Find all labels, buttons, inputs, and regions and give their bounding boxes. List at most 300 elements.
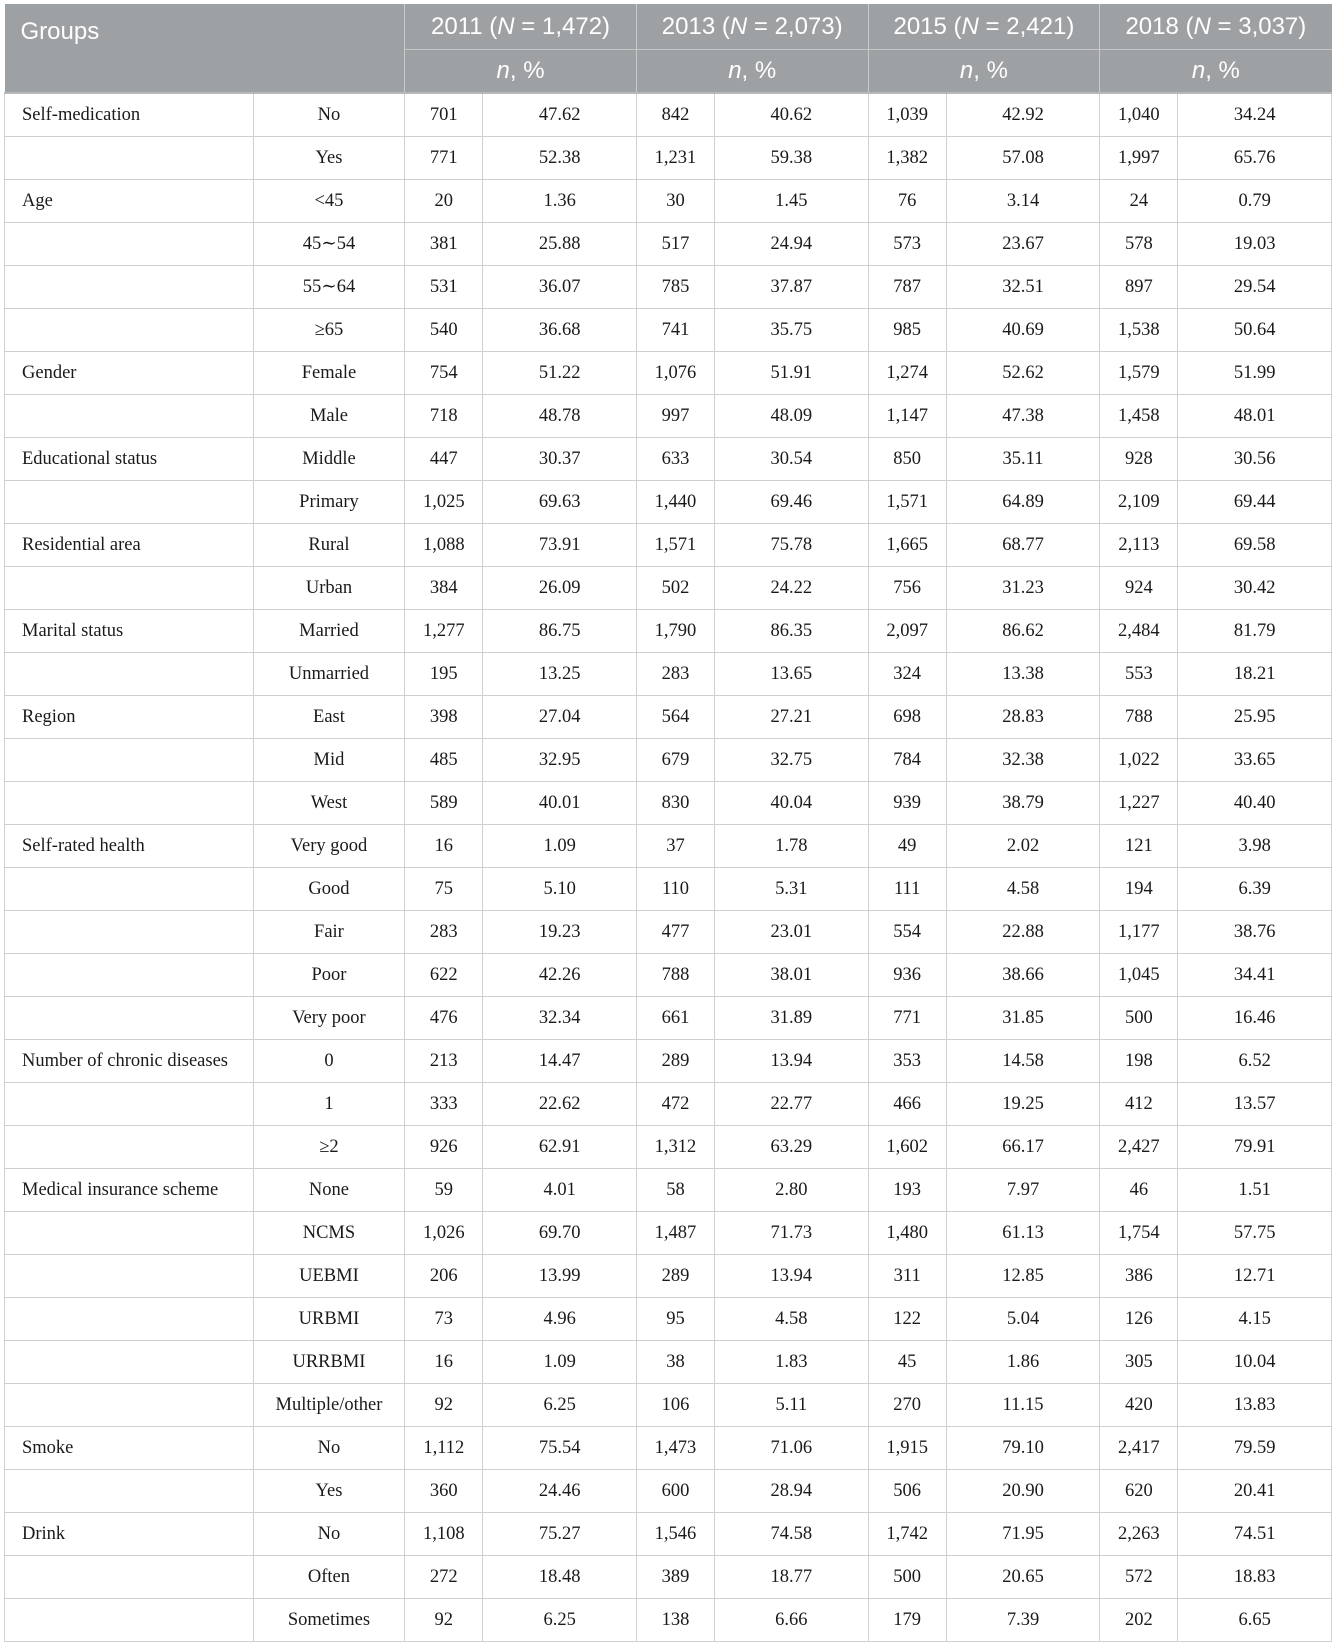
percent-cell: 34.24 bbox=[1178, 93, 1332, 137]
group-cell: Marital status bbox=[5, 610, 254, 653]
category-cell: UEBMI bbox=[253, 1255, 404, 1298]
count-cell: 198 bbox=[1100, 1040, 1178, 1083]
percent-cell: 1.09 bbox=[483, 1341, 636, 1384]
category-cell: Fair bbox=[253, 911, 404, 954]
percent-cell: 34.41 bbox=[1178, 954, 1332, 997]
percent-cell: 33.65 bbox=[1178, 739, 1332, 782]
percent-cell: 42.92 bbox=[946, 93, 1099, 137]
percent-cell: 75.54 bbox=[483, 1427, 636, 1470]
count-cell: 502 bbox=[636, 567, 714, 610]
category-cell: Primary bbox=[253, 481, 404, 524]
percent-cell: 13.57 bbox=[1178, 1083, 1332, 1126]
percent-cell: 65.76 bbox=[1178, 137, 1332, 180]
count-cell: 1,039 bbox=[868, 93, 946, 137]
percent-cell: 2.80 bbox=[715, 1169, 868, 1212]
count-cell: 1,538 bbox=[1100, 309, 1178, 352]
count-cell: 384 bbox=[405, 567, 483, 610]
percent-cell: 31.85 bbox=[946, 997, 1099, 1040]
table-row bbox=[5, 309, 1332, 352]
table-row bbox=[5, 696, 1332, 739]
count-cell: 16 bbox=[405, 1341, 483, 1384]
percent-cell: 25.88 bbox=[483, 223, 636, 266]
table-row bbox=[5, 1040, 1332, 1083]
table-row bbox=[5, 438, 1332, 481]
count-cell: 698 bbox=[868, 696, 946, 739]
percent-cell: 13.38 bbox=[946, 653, 1099, 696]
group-cell bbox=[5, 266, 254, 309]
category-cell: <45 bbox=[253, 180, 404, 223]
category-cell: Sometimes bbox=[253, 1599, 404, 1642]
table-row bbox=[5, 567, 1332, 610]
category-cell: Often bbox=[253, 1556, 404, 1599]
category-cell: Yes bbox=[253, 1470, 404, 1513]
count-cell: 95 bbox=[636, 1298, 714, 1341]
group-cell bbox=[5, 782, 254, 825]
count-cell: 305 bbox=[1100, 1341, 1178, 1384]
category-cell: URBMI bbox=[253, 1298, 404, 1341]
count-cell: 213 bbox=[405, 1040, 483, 1083]
percent-cell: 3.14 bbox=[946, 180, 1099, 223]
group-cell bbox=[5, 223, 254, 266]
percent-cell: 69.70 bbox=[483, 1212, 636, 1255]
table-row bbox=[5, 137, 1332, 180]
percent-cell: 1.86 bbox=[946, 1341, 1099, 1384]
unit-header: n, % bbox=[868, 50, 1100, 94]
category-cell: Multiple/other bbox=[253, 1384, 404, 1427]
count-cell: 1,382 bbox=[868, 137, 946, 180]
count-cell: 936 bbox=[868, 954, 946, 997]
count-cell: 76 bbox=[868, 180, 946, 223]
percent-cell: 12.85 bbox=[946, 1255, 1099, 1298]
category-cell: 55∼64 bbox=[253, 266, 404, 309]
percent-cell: 59.38 bbox=[715, 137, 868, 180]
table-body bbox=[5, 93, 1332, 1642]
category-cell: Married bbox=[253, 610, 404, 653]
count-cell: 578 bbox=[1100, 223, 1178, 266]
percent-cell: 40.69 bbox=[946, 309, 1099, 352]
category-cell: Female bbox=[253, 352, 404, 395]
count-cell: 206 bbox=[405, 1255, 483, 1298]
percent-cell: 25.95 bbox=[1178, 696, 1332, 739]
count-cell: 20 bbox=[405, 180, 483, 223]
percent-cell: 52.62 bbox=[946, 352, 1099, 395]
table-row bbox=[5, 997, 1332, 1040]
percent-cell: 19.03 bbox=[1178, 223, 1332, 266]
count-cell: 1,045 bbox=[1100, 954, 1178, 997]
percent-cell: 48.09 bbox=[715, 395, 868, 438]
percent-cell: 32.51 bbox=[946, 266, 1099, 309]
table-row bbox=[5, 782, 1332, 825]
groups-header: Groups bbox=[5, 4, 405, 93]
group-cell bbox=[5, 653, 254, 696]
percent-cell: 36.07 bbox=[483, 266, 636, 309]
table-row bbox=[5, 911, 1332, 954]
count-cell: 111 bbox=[868, 868, 946, 911]
count-cell: 2,417 bbox=[1100, 1427, 1178, 1470]
count-cell: 195 bbox=[405, 653, 483, 696]
count-cell: 500 bbox=[1100, 997, 1178, 1040]
percent-cell: 40.01 bbox=[483, 782, 636, 825]
count-cell: 1,546 bbox=[636, 1513, 714, 1556]
count-cell: 718 bbox=[405, 395, 483, 438]
count-cell: 37 bbox=[636, 825, 714, 868]
percent-cell: 28.83 bbox=[946, 696, 1099, 739]
group-cell bbox=[5, 1298, 254, 1341]
count-cell: 924 bbox=[1100, 567, 1178, 610]
table-row bbox=[5, 1212, 1332, 1255]
percent-cell: 4.58 bbox=[946, 868, 1099, 911]
category-cell: Unmarried bbox=[253, 653, 404, 696]
category-cell: None bbox=[253, 1169, 404, 1212]
demographics-table bbox=[4, 4, 1332, 1642]
percent-cell: 6.52 bbox=[1178, 1040, 1332, 1083]
count-cell: 842 bbox=[636, 93, 714, 137]
percent-cell: 57.75 bbox=[1178, 1212, 1332, 1255]
table-row bbox=[5, 1255, 1332, 1298]
category-cell: 0 bbox=[253, 1040, 404, 1083]
percent-cell: 23.01 bbox=[715, 911, 868, 954]
percent-cell: 5.31 bbox=[715, 868, 868, 911]
percent-cell: 69.63 bbox=[483, 481, 636, 524]
count-cell: 289 bbox=[636, 1255, 714, 1298]
percent-cell: 40.04 bbox=[715, 782, 868, 825]
count-cell: 701 bbox=[405, 93, 483, 137]
percent-cell: 79.91 bbox=[1178, 1126, 1332, 1169]
category-cell: Very poor bbox=[253, 997, 404, 1040]
percent-cell: 38.79 bbox=[946, 782, 1099, 825]
count-cell: 179 bbox=[868, 1599, 946, 1642]
percent-cell: 0.79 bbox=[1178, 180, 1332, 223]
group-cell bbox=[5, 1083, 254, 1126]
percent-cell: 86.75 bbox=[483, 610, 636, 653]
count-cell: 1,022 bbox=[1100, 739, 1178, 782]
percent-cell: 19.23 bbox=[483, 911, 636, 954]
percent-cell: 69.58 bbox=[1178, 524, 1332, 567]
table-row bbox=[5, 610, 1332, 653]
percent-cell: 30.54 bbox=[715, 438, 868, 481]
percent-cell: 22.77 bbox=[715, 1083, 868, 1126]
percent-cell: 1.78 bbox=[715, 825, 868, 868]
count-cell: 110 bbox=[636, 868, 714, 911]
percent-cell: 35.75 bbox=[715, 309, 868, 352]
group-cell: Smoke bbox=[5, 1427, 254, 1470]
count-cell: 30 bbox=[636, 180, 714, 223]
table-row bbox=[5, 954, 1332, 997]
count-cell: 785 bbox=[636, 266, 714, 309]
count-cell: 2,427 bbox=[1100, 1126, 1178, 1169]
count-cell: 2,097 bbox=[868, 610, 946, 653]
percent-cell: 13.65 bbox=[715, 653, 868, 696]
table-row bbox=[5, 1470, 1332, 1513]
percent-cell: 1.83 bbox=[715, 1341, 868, 1384]
count-cell: 466 bbox=[868, 1083, 946, 1126]
count-cell: 472 bbox=[636, 1083, 714, 1126]
percent-cell: 75.27 bbox=[483, 1513, 636, 1556]
percent-cell: 13.94 bbox=[715, 1255, 868, 1298]
category-cell: West bbox=[253, 782, 404, 825]
percent-cell: 1.09 bbox=[483, 825, 636, 868]
count-cell: 311 bbox=[868, 1255, 946, 1298]
count-cell: 202 bbox=[1100, 1599, 1178, 1642]
count-cell: 1,227 bbox=[1100, 782, 1178, 825]
count-cell: 16 bbox=[405, 825, 483, 868]
table-row bbox=[5, 653, 1332, 696]
count-cell: 589 bbox=[405, 782, 483, 825]
category-cell: 45∼54 bbox=[253, 223, 404, 266]
count-cell: 194 bbox=[1100, 868, 1178, 911]
count-cell: 1,480 bbox=[868, 1212, 946, 1255]
group-cell bbox=[5, 1556, 254, 1599]
count-cell: 283 bbox=[636, 653, 714, 696]
percent-cell: 5.11 bbox=[715, 1384, 868, 1427]
category-cell: Very good bbox=[253, 825, 404, 868]
count-cell: 59 bbox=[405, 1169, 483, 1212]
percent-cell: 68.77 bbox=[946, 524, 1099, 567]
percent-cell: 74.51 bbox=[1178, 1513, 1332, 1556]
percent-cell: 30.37 bbox=[483, 438, 636, 481]
group-cell bbox=[5, 481, 254, 524]
percent-cell: 27.21 bbox=[715, 696, 868, 739]
count-cell: 754 bbox=[405, 352, 483, 395]
percent-cell: 6.39 bbox=[1178, 868, 1332, 911]
unit-header: n, % bbox=[1100, 50, 1332, 94]
count-cell: 517 bbox=[636, 223, 714, 266]
count-cell: 1,571 bbox=[868, 481, 946, 524]
count-cell: 830 bbox=[636, 782, 714, 825]
count-cell: 1,147 bbox=[868, 395, 946, 438]
count-cell: 926 bbox=[405, 1126, 483, 1169]
count-cell: 283 bbox=[405, 911, 483, 954]
count-cell: 1,040 bbox=[1100, 93, 1178, 137]
category-cell: NCMS bbox=[253, 1212, 404, 1255]
percent-cell: 4.58 bbox=[715, 1298, 868, 1341]
category-cell: 1 bbox=[253, 1083, 404, 1126]
percent-cell: 66.17 bbox=[946, 1126, 1099, 1169]
group-cell: Age bbox=[5, 180, 254, 223]
percent-cell: 12.71 bbox=[1178, 1255, 1332, 1298]
count-cell: 756 bbox=[868, 567, 946, 610]
group-cell bbox=[5, 395, 254, 438]
group-cell bbox=[5, 1341, 254, 1384]
table-row bbox=[5, 1341, 1332, 1384]
count-cell: 784 bbox=[868, 739, 946, 782]
percent-cell: 48.01 bbox=[1178, 395, 1332, 438]
count-cell: 398 bbox=[405, 696, 483, 739]
percent-cell: 10.04 bbox=[1178, 1341, 1332, 1384]
percent-cell: 73.91 bbox=[483, 524, 636, 567]
count-cell: 193 bbox=[868, 1169, 946, 1212]
count-cell: 1,579 bbox=[1100, 352, 1178, 395]
count-cell: 600 bbox=[636, 1470, 714, 1513]
percent-cell: 13.99 bbox=[483, 1255, 636, 1298]
category-cell: ≥65 bbox=[253, 309, 404, 352]
count-cell: 75 bbox=[405, 868, 483, 911]
count-cell: 360 bbox=[405, 1470, 483, 1513]
percent-cell: 28.94 bbox=[715, 1470, 868, 1513]
category-cell: Rural bbox=[253, 524, 404, 567]
category-cell: No bbox=[253, 1513, 404, 1556]
table-row bbox=[5, 524, 1332, 567]
percent-cell: 5.04 bbox=[946, 1298, 1099, 1341]
group-cell bbox=[5, 1384, 254, 1427]
percent-cell: 64.89 bbox=[946, 481, 1099, 524]
count-cell: 500 bbox=[868, 1556, 946, 1599]
percent-cell: 13.83 bbox=[1178, 1384, 1332, 1427]
category-cell: Mid bbox=[253, 739, 404, 782]
count-cell: 1,602 bbox=[868, 1126, 946, 1169]
percent-cell: 74.58 bbox=[715, 1513, 868, 1556]
percent-cell: 57.08 bbox=[946, 137, 1099, 180]
count-cell: 1,112 bbox=[405, 1427, 483, 1470]
percent-cell: 27.04 bbox=[483, 696, 636, 739]
count-cell: 771 bbox=[868, 997, 946, 1040]
count-cell: 2,263 bbox=[1100, 1513, 1178, 1556]
count-cell: 49 bbox=[868, 825, 946, 868]
count-cell: 386 bbox=[1100, 1255, 1178, 1298]
percent-cell: 35.11 bbox=[946, 438, 1099, 481]
count-cell: 573 bbox=[868, 223, 946, 266]
count-cell: 1,277 bbox=[405, 610, 483, 653]
percent-cell: 38.66 bbox=[946, 954, 1099, 997]
count-cell: 1,487 bbox=[636, 1212, 714, 1255]
count-cell: 572 bbox=[1100, 1556, 1178, 1599]
percent-cell: 13.25 bbox=[483, 653, 636, 696]
count-cell: 564 bbox=[636, 696, 714, 739]
count-cell: 333 bbox=[405, 1083, 483, 1126]
percent-cell: 30.42 bbox=[1178, 567, 1332, 610]
percent-cell: 1.36 bbox=[483, 180, 636, 223]
percent-cell: 24.46 bbox=[483, 1470, 636, 1513]
percent-cell: 18.21 bbox=[1178, 653, 1332, 696]
table-row bbox=[5, 739, 1332, 782]
table-container bbox=[4, 4, 1332, 1642]
percent-cell: 79.59 bbox=[1178, 1427, 1332, 1470]
count-cell: 622 bbox=[405, 954, 483, 997]
count-cell: 46 bbox=[1100, 1169, 1178, 1212]
count-cell: 850 bbox=[868, 438, 946, 481]
percent-cell: 18.48 bbox=[483, 1556, 636, 1599]
percent-cell: 42.26 bbox=[483, 954, 636, 997]
count-cell: 38 bbox=[636, 1341, 714, 1384]
percent-cell: 7.97 bbox=[946, 1169, 1099, 1212]
percent-cell: 18.83 bbox=[1178, 1556, 1332, 1599]
percent-cell: 86.62 bbox=[946, 610, 1099, 653]
percent-cell: 5.10 bbox=[483, 868, 636, 911]
percent-cell: 22.62 bbox=[483, 1083, 636, 1126]
group-cell bbox=[5, 1599, 254, 1642]
group-cell bbox=[5, 739, 254, 782]
count-cell: 554 bbox=[868, 911, 946, 954]
table-row bbox=[5, 1126, 1332, 1169]
percent-cell: 50.64 bbox=[1178, 309, 1332, 352]
group-cell bbox=[5, 1212, 254, 1255]
count-cell: 447 bbox=[405, 438, 483, 481]
count-cell: 73 bbox=[405, 1298, 483, 1341]
count-cell: 506 bbox=[868, 1470, 946, 1513]
percent-cell: 31.23 bbox=[946, 567, 1099, 610]
percent-cell: 32.75 bbox=[715, 739, 868, 782]
percent-cell: 4.96 bbox=[483, 1298, 636, 1341]
percent-cell: 47.62 bbox=[483, 93, 636, 137]
count-cell: 679 bbox=[636, 739, 714, 782]
count-cell: 1,177 bbox=[1100, 911, 1178, 954]
percent-cell: 6.66 bbox=[715, 1599, 868, 1642]
percent-cell: 51.91 bbox=[715, 352, 868, 395]
table-row bbox=[5, 1556, 1332, 1599]
count-cell: 1,790 bbox=[636, 610, 714, 653]
category-cell: Urban bbox=[253, 567, 404, 610]
percent-cell: 71.06 bbox=[715, 1427, 868, 1470]
percent-cell: 36.68 bbox=[483, 309, 636, 352]
percent-cell: 48.78 bbox=[483, 395, 636, 438]
group-cell bbox=[5, 137, 254, 180]
group-cell bbox=[5, 954, 254, 997]
count-cell: 138 bbox=[636, 1599, 714, 1642]
percent-cell: 79.10 bbox=[946, 1427, 1099, 1470]
percent-cell: 3.98 bbox=[1178, 825, 1332, 868]
count-cell: 92 bbox=[405, 1599, 483, 1642]
percent-cell: 14.47 bbox=[483, 1040, 636, 1083]
count-cell: 788 bbox=[636, 954, 714, 997]
header-row-years bbox=[5, 4, 1332, 50]
group-cell: Gender bbox=[5, 352, 254, 395]
percent-cell: 71.73 bbox=[715, 1212, 868, 1255]
unit-header: n, % bbox=[636, 50, 868, 94]
percent-cell: 40.62 bbox=[715, 93, 868, 137]
percent-cell: 47.38 bbox=[946, 395, 1099, 438]
percent-cell: 6.25 bbox=[483, 1599, 636, 1642]
count-cell: 1,473 bbox=[636, 1427, 714, 1470]
count-cell: 1,312 bbox=[636, 1126, 714, 1169]
percent-cell: 14.58 bbox=[946, 1040, 1099, 1083]
count-cell: 531 bbox=[405, 266, 483, 309]
table-row bbox=[5, 868, 1332, 911]
group-cell bbox=[5, 1470, 254, 1513]
category-cell: Poor bbox=[253, 954, 404, 997]
count-cell: 928 bbox=[1100, 438, 1178, 481]
table-row bbox=[5, 93, 1332, 137]
count-cell: 620 bbox=[1100, 1470, 1178, 1513]
count-cell: 1,076 bbox=[636, 352, 714, 395]
count-cell: 477 bbox=[636, 911, 714, 954]
percent-cell: 23.67 bbox=[946, 223, 1099, 266]
category-cell: East bbox=[253, 696, 404, 739]
table-row bbox=[5, 1298, 1332, 1341]
percent-cell: 26.09 bbox=[483, 567, 636, 610]
year-header: 2015 (N = 2,421) bbox=[868, 4, 1100, 50]
count-cell: 787 bbox=[868, 266, 946, 309]
count-cell: 553 bbox=[1100, 653, 1178, 696]
percent-cell: 7.39 bbox=[946, 1599, 1099, 1642]
count-cell: 324 bbox=[868, 653, 946, 696]
percent-cell: 86.35 bbox=[715, 610, 868, 653]
count-cell: 1,754 bbox=[1100, 1212, 1178, 1255]
group-cell bbox=[5, 309, 254, 352]
percent-cell: 4.15 bbox=[1178, 1298, 1332, 1341]
table-row bbox=[5, 1384, 1332, 1427]
group-cell: Self-rated health bbox=[5, 825, 254, 868]
table-row bbox=[5, 395, 1332, 438]
percent-cell: 6.65 bbox=[1178, 1599, 1332, 1642]
count-cell: 353 bbox=[868, 1040, 946, 1083]
percent-cell: 71.95 bbox=[946, 1513, 1099, 1556]
count-cell: 985 bbox=[868, 309, 946, 352]
count-cell: 1,088 bbox=[405, 524, 483, 567]
percent-cell: 37.87 bbox=[715, 266, 868, 309]
category-cell: No bbox=[253, 93, 404, 137]
group-cell: Residential area bbox=[5, 524, 254, 567]
count-cell: 476 bbox=[405, 997, 483, 1040]
